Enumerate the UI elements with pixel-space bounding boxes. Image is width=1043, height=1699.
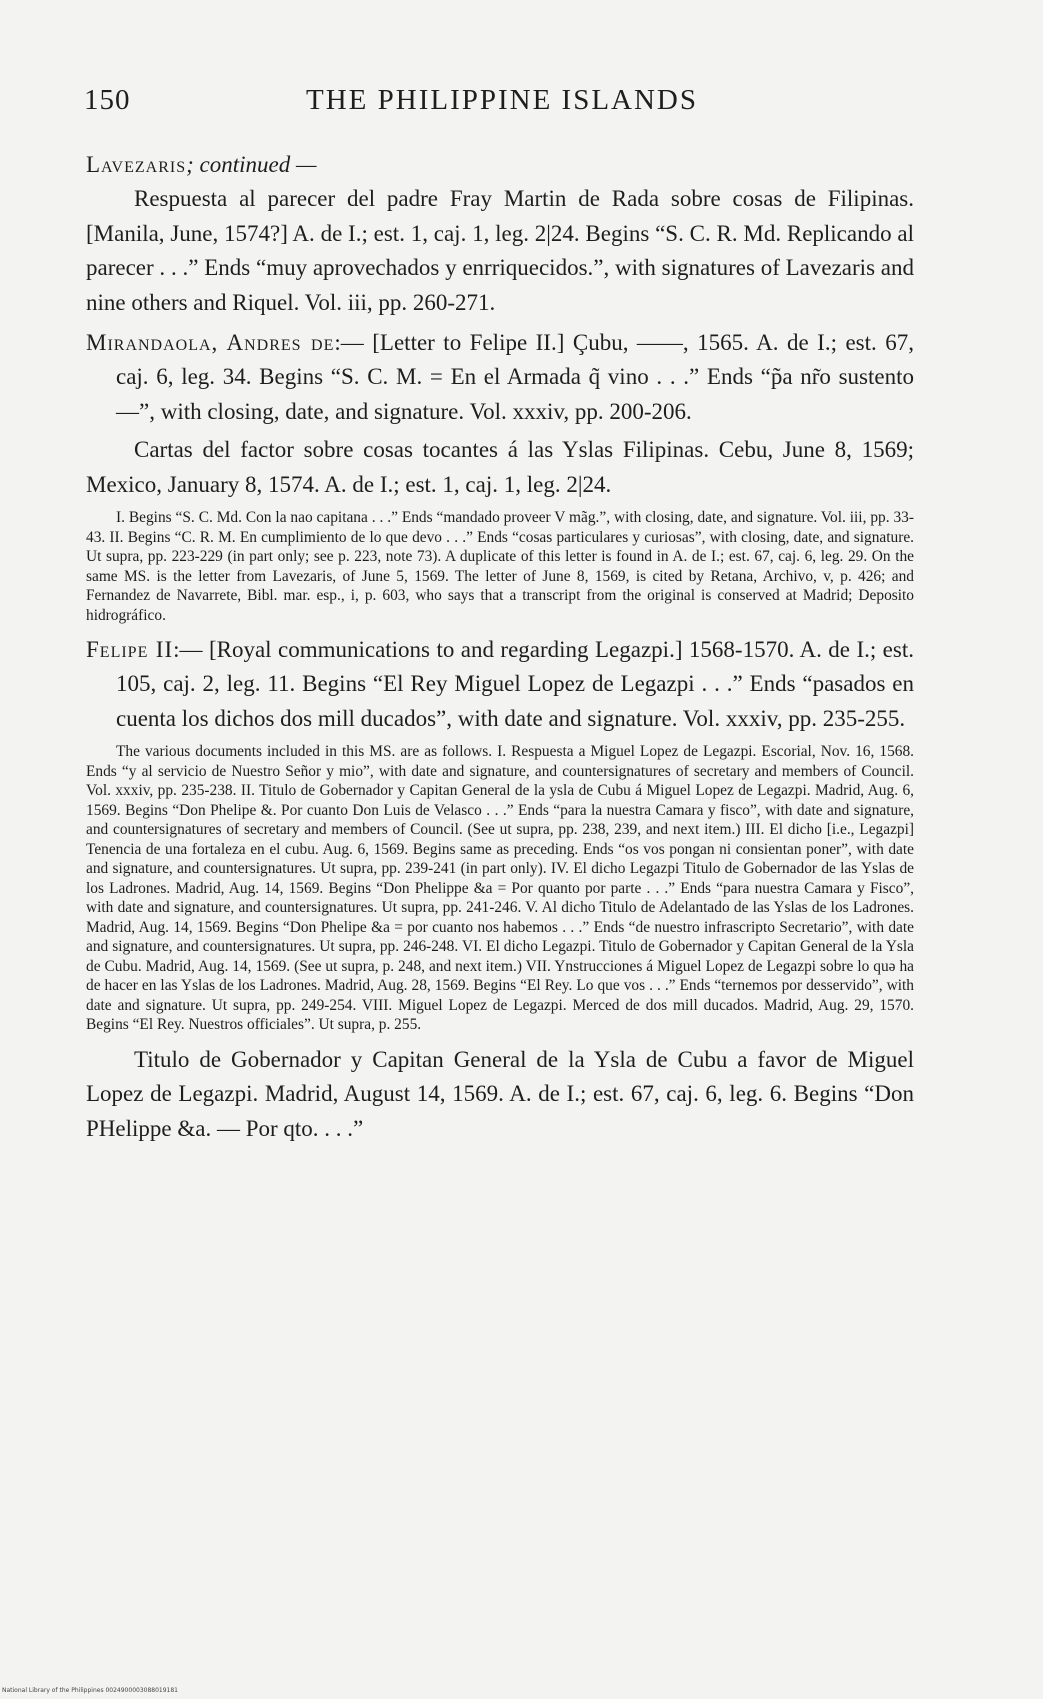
entry-text: Titulo de Gobernador y Capitan General de la Ysla de Cubu a favor de Miguel Lopez de Legazpi. Madrid, August 14, 1569. A. de I.; est. 67, caj. 6, leg. 6. Begins “Don PHelippe &a. — Por qto. . . .”	[86, 1046, 914, 1141]
note-text: The various documents included in this MS. are as follows. I. Respuesta a Miguel Lopez de Legazpi. Escorial, Nov. 16, 1568. Ends “y al servicio de Nuestro Señor y mio”, with date and signature, and countersignatures of secretary and members of Council. Vol. xxxiv, pp. 235-238. II. Titulo de Gobernador y Capitan General de la ysla de Cubu á Miguel Lopez de Legazpi. Madrid, Aug. 6, 1569. Begins “Don Phelipe &. Por cuanto Don Luis de Velasco . . .” Ends “para la nuestra Camara y fisco”, with date and signature, and countersignatures of secretary and members of Council. (See ut supra, pp. 238, 239, and next item.) III. El dicho [i.e., Legazpi] Tenencia de una fortaleza en el cubu. Aug. 6, 1569. Begins same as preceding. Ends “os vos pongan ni consientan poner”, with date and signature, and countersignatures. Ut supra, pp. 239-241 (in part only). IV. El dicho Legazpi Titulo de Gobernador de las Yslas de los Ladrones. Madrid, Aug. 14, 1569. Begins “Don Phelippe &a = Por quanto por parte . . .” Ends “para nuestra Camara y Fisco”, with date and signature, and countersignatures. Ut supra, pp. 241-246. V. Al dicho Titulo de Adelantado de las Yslas de los Ladrones. Madrid, Aug. 14, 1569. Begins “Don Phelipe &a = por cuanto nos habemos . . .” Ends “de nuestro infrascripto Secretario”, with date and signature, and countersignatures. Ut supra, pp. 246-248. VI. El dicho Legazpi. Titulo de Gobernador y Capitan General de la Ysla de Cubu. Madrid, Aug. 14, 1569. (See ut supra, p. 248, and next item.) VII. Ynstrucciones á Miguel Lopez de Legazpi sobre lo quə ha de hacer en las Yslas de los Ladrones. Madrid, Aug. 28, 1569. Begins “El Rey. Lo que vos . . .” Ends “ternemos por desservido”, with date and signature. Ut supra, pp. 249-254. VIII. Miguel Lopez de Legazpi. Merced de dos mill ducados. Madrid, Aug. 29, 1570. Begins “El Rey. Nuestros officiales”. Ut supra, p. 255.	[86, 743, 914, 1034]
entry-text: Respuesta al parecer del padre Fray Martin de Rada sobre cosas de Filipinas. [Manila, June, 1574?] A. de I.; est. 1, caj. 1, leg. 2|24. Begins “S. C. R. Md. Replicando al parecer . . .” Ends “muy aprovechados y enrriquecidos.”, with signatures of Lavezaris and nine others and Riquel. Vol. iii, pp. 260-271.	[86, 186, 914, 315]
continued-label: ; continued —	[186, 152, 317, 177]
entry-heading-line	[86, 148, 914, 182]
entry-heading: Lavezaris	[86, 152, 187, 177]
entry-felipe	[86, 633, 914, 736]
entry-cartas: Cartas del factor sobre cosas tocantes á las Yslas Filipinas. Cebu, June 8, 1569; Mexico, January 8, 1574. A. de I.; est. 1, caj. 1, leg. 2|24.	[86, 437, 914, 497]
entry-heading: Felipe II	[86, 637, 174, 663]
running-title: THE PHILIPPINE ISLANDS	[306, 84, 698, 116]
entry-text	[86, 326, 914, 429]
entry-heading: Mirandaola, Andres de	[86, 330, 335, 356]
page-content	[86, 148, 914, 1146]
entry-lavezaris	[86, 148, 914, 320]
entry-text	[86, 633, 914, 736]
entry-mirandaola	[86, 326, 914, 502]
note-text: I. Begins “S. C. Md. Con la nao capitana . . .” Ends “mandado proveer V mãg.”, with closing, date, and signature. Vol. iii, pp. 33-43. II. Begins “C. R. M. En cumplimiento de lo que devo . . .” Ends “cosas particulares y curiosas”, with closing, date, and signature. Ut supra, pp. 223-229 (in part only; see p. 223, note 73). A duplicate of this letter is found in A. de I.; est. 67, caj. 6, leg. 29. On the same MS. is the letter from Lavezaris, of June 5, 1569. The letter of June 8, 1569, is cited by Retana, Archivo, v, p. 426; and Fernandez de Navarrete, Bibl. mar. esp., i, p. 603, who says that a transcript from the original is conserved at Madrid; Deposito hidrográfico.	[86, 509, 914, 624]
entry-titulo	[86, 1043, 914, 1146]
note-mirandaola	[86, 508, 914, 625]
note-felipe	[86, 742, 914, 1035]
scan-footer: National Library of the Philippines 0024900003088019181	[2, 1687, 179, 1694]
page-number: 150	[84, 84, 131, 116]
entry-body: :— [Royal communications to and regarding Legazpi.] 1568-1570. A. de I.; est. 105, caj. 2, leg. 11. Begins “El Rey Miguel Lopez de Legazpi . . .” Ends “pasados en cuenta los dichos dos mill ducados”, with date and signature. Vol. xxxiv, pp. 235-255.	[116, 637, 914, 731]
entry-body: :— [Letter to Felipe II.] Çubu, ——, 1565. A. de I.; est. 67, caj. 6, leg. 34. Begins “S. C. M. = En el Armada q̃ vino . . .” Ends “p̃a nr̃o sustento —”, with closing, date, and signature. Vol. xxxiv, pp. 200-206.	[116, 330, 914, 424]
